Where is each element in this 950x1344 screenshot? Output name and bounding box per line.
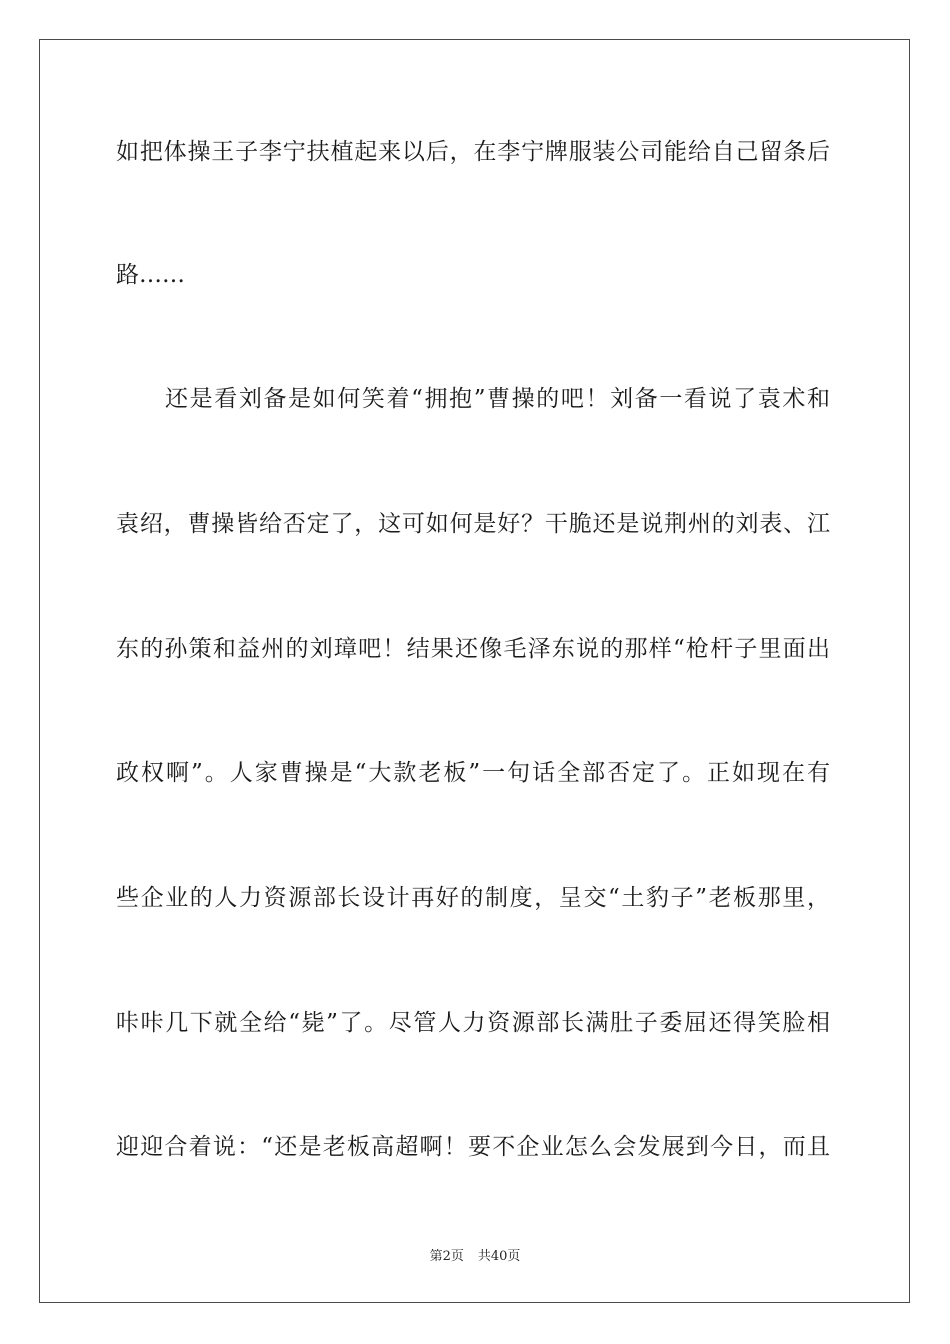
body-text-line: 袁绍，曹操皆给否定了，这可如何是好？干脆还是说荆州的刘表、江	[116, 511, 830, 537]
body-text-line: 路……	[116, 262, 185, 288]
body-text-line: 东的孙策和益州的刘璋吧！结果还像毛泽东说的那样“枪杆子里面出	[116, 636, 830, 662]
body-text-line: 咔咔几下就全给“毙”了。尽管人力资源部长满肚子委屈还得笑脸相	[116, 1010, 830, 1036]
page-total: 共40页	[477, 1249, 521, 1264]
body-text-line: 政权啊”。人家曹操是“大款老板”一句话全部否定了。正如现在有	[116, 760, 830, 786]
page-footer	[0, 1248, 950, 1266]
body-text-line: 如把体操王子李宁扶植起来以后，在李宁牌服装公司能给自己留条后	[116, 139, 830, 165]
page-border	[39, 39, 910, 1303]
paragraph-start-line: 还是看刘备是如何笑着“拥抱”曹操的吧！刘备一看说了袁术和	[165, 386, 830, 412]
page-number: 第2页	[429, 1249, 464, 1264]
body-text-line: 迎迎合着说：“还是老板高超啊！要不企业怎么会发展到今日，而且	[116, 1134, 830, 1160]
body-text-line: 些企业的人力资源部长设计再好的制度，呈交“土豹子”老板那里，	[116, 885, 830, 911]
